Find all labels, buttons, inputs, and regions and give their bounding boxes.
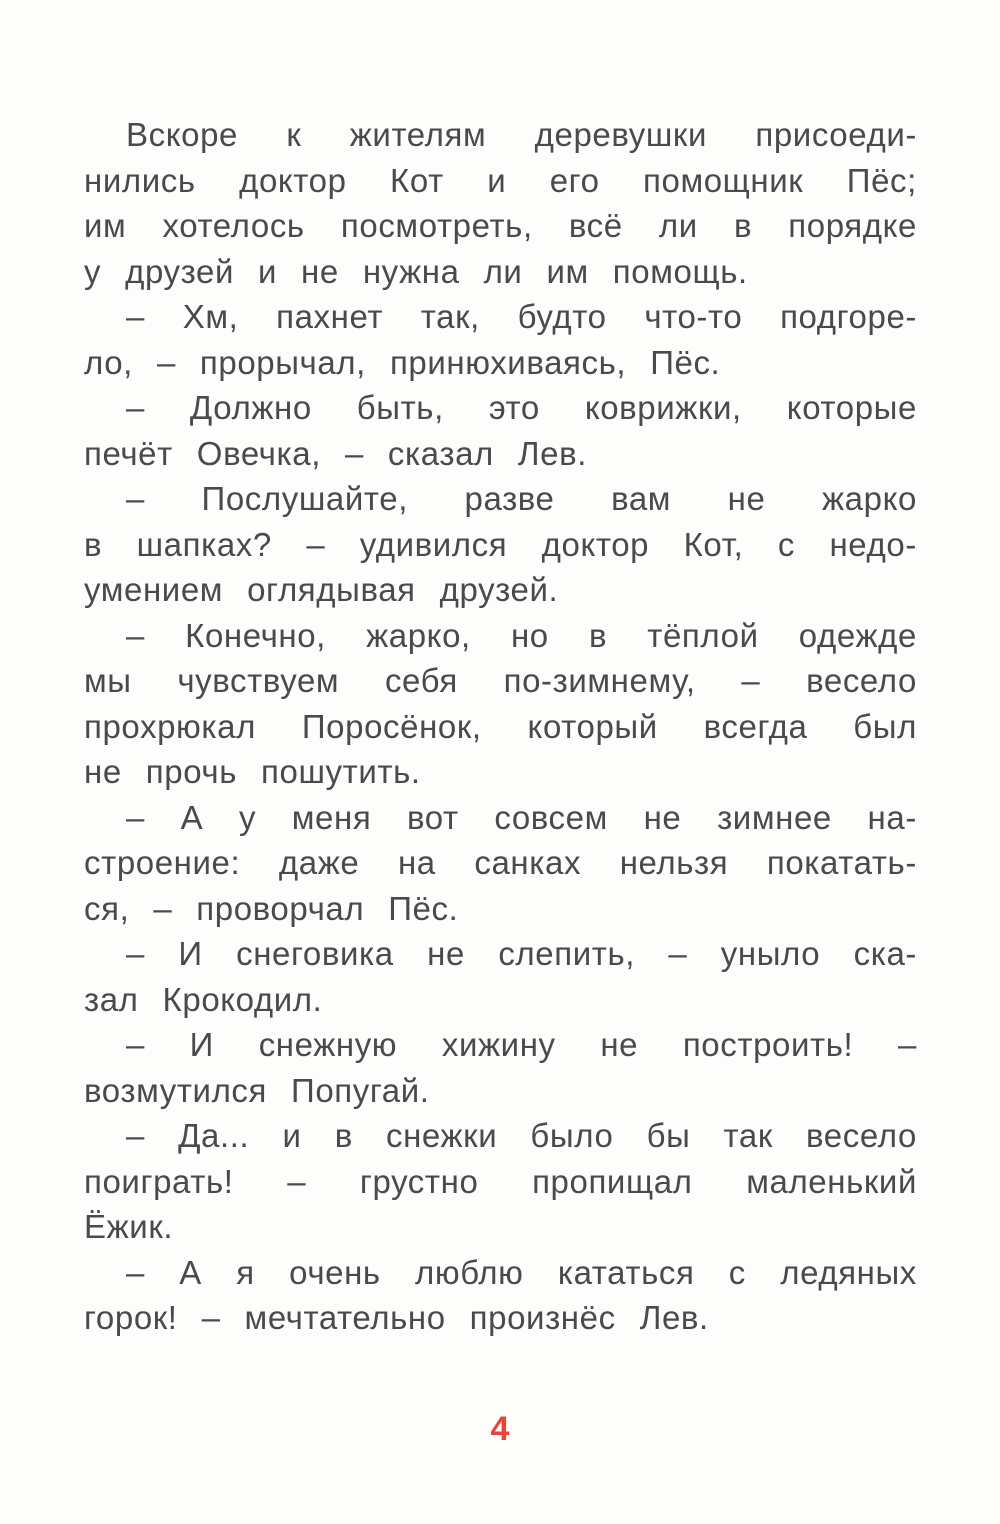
word: им — [546, 252, 589, 290]
word: снежки — [385, 1117, 498, 1154]
word: А — [180, 798, 204, 836]
word: – — [897, 1026, 917, 1063]
word: на — [397, 844, 436, 881]
word: в — [334, 1117, 353, 1154]
text-line — [84, 704, 917, 750]
word: удивился — [359, 525, 508, 563]
word: нились — [84, 161, 196, 199]
word: с — [728, 1253, 746, 1291]
word: санках — [474, 844, 582, 881]
word: пахнет — [276, 298, 384, 335]
word: маленький — [746, 1162, 917, 1200]
text-line — [84, 522, 917, 568]
word: ледяных — [780, 1253, 917, 1291]
word: кататься — [557, 1253, 695, 1291]
word: хижину — [441, 1026, 556, 1063]
word: жителям — [349, 116, 487, 153]
word: присоеди- — [755, 116, 917, 153]
word: Конечно, — [185, 616, 326, 654]
word: Лев. — [517, 434, 588, 472]
word: поиграть! — [84, 1162, 234, 1200]
word: деревушки — [534, 116, 708, 153]
text-line — [84, 1250, 917, 1296]
word: пропищал — [532, 1162, 693, 1200]
word: прохрюкал — [84, 707, 256, 745]
word: доктор — [541, 525, 650, 563]
word: снежную — [258, 1026, 398, 1063]
word: печёт — [84, 434, 173, 472]
word: Да... — [178, 1117, 250, 1154]
word: сказал — [387, 434, 494, 472]
word: не — [643, 798, 682, 836]
word: – — [126, 1253, 145, 1291]
text-line — [84, 749, 917, 795]
word: – — [668, 935, 688, 972]
word: им — [84, 207, 127, 244]
word: хотелось — [162, 207, 305, 244]
word: нельзя — [619, 844, 729, 881]
word: построить! — [682, 1026, 854, 1063]
word: пошутить. — [261, 753, 421, 790]
word: себя — [384, 662, 458, 699]
word: грустно — [359, 1162, 479, 1200]
word: снеговика — [236, 935, 394, 972]
word: нужна — [362, 252, 460, 290]
word: мечтательно — [244, 1299, 446, 1336]
word: весело — [806, 1117, 917, 1154]
word: – — [126, 480, 145, 517]
text-line — [84, 658, 917, 704]
word: помощь. — [612, 252, 748, 290]
word: мы — [84, 662, 132, 699]
word: будто — [517, 298, 607, 335]
word: и — [258, 252, 278, 290]
word: что-то — [644, 298, 743, 335]
word: с — [777, 525, 796, 563]
word: подгоре- — [780, 298, 917, 335]
word: зимнее — [717, 798, 832, 836]
word: ся, — [84, 889, 130, 927]
word: и — [282, 1117, 302, 1154]
word: одежде — [798, 616, 917, 654]
word: Поросёнок, — [301, 707, 482, 745]
word: прочь — [145, 753, 238, 790]
word: бы — [646, 1117, 691, 1154]
word: – — [344, 434, 364, 472]
word: жарко — [822, 480, 917, 517]
word: Крокодил. — [162, 980, 323, 1018]
word: недо- — [829, 525, 917, 563]
word: но — [510, 616, 549, 654]
text-line — [84, 385, 917, 431]
word: так, — [420, 298, 480, 335]
word: Хм, — [182, 298, 239, 335]
word: у — [84, 252, 102, 290]
text-line — [84, 249, 917, 295]
word: не — [301, 252, 339, 290]
word: помощник — [643, 161, 804, 199]
word: – — [201, 1299, 221, 1336]
word: – — [153, 889, 173, 927]
word: коврижки, — [584, 389, 742, 426]
word: И — [178, 935, 203, 972]
word: уныло — [720, 935, 821, 972]
text-line — [84, 340, 917, 386]
text-line — [84, 1204, 917, 1250]
text-line — [84, 840, 917, 886]
word: совсем — [494, 798, 608, 836]
word: – — [126, 935, 145, 972]
word: был — [853, 707, 917, 745]
word: зал — [84, 980, 139, 1018]
word: умением — [84, 571, 224, 608]
word: – — [126, 798, 145, 836]
word: его — [549, 161, 600, 199]
word: люблю — [415, 1253, 524, 1291]
text-line — [84, 203, 917, 249]
word: который — [527, 707, 658, 745]
word: в — [84, 525, 103, 563]
word: на- — [867, 798, 917, 836]
text-line — [84, 431, 917, 477]
word: по-зимнему, — [503, 662, 696, 699]
word: принюхиваясь, — [389, 343, 627, 381]
word: оглядывая — [247, 571, 416, 608]
word: чувствуем — [177, 662, 340, 699]
word: не — [600, 1026, 639, 1063]
story-text — [84, 112, 917, 1341]
word: которые — [786, 389, 917, 426]
word: горок! — [84, 1299, 178, 1336]
word: – — [741, 662, 761, 699]
word: – — [126, 1117, 145, 1154]
word: шапках? — [136, 525, 272, 563]
text-line — [84, 977, 917, 1023]
word: посмотреть, — [340, 207, 533, 244]
word: произнёс — [469, 1299, 616, 1336]
word: – — [156, 343, 176, 381]
word: Кот — [390, 161, 444, 199]
word: – — [287, 1162, 307, 1200]
word: меня — [291, 798, 372, 836]
text-line — [84, 1022, 917, 1068]
word: доктор — [239, 161, 347, 199]
word: было — [530, 1117, 614, 1154]
text-line — [84, 476, 917, 522]
text-line — [84, 1295, 917, 1341]
word: и — [487, 161, 507, 199]
word: Кот, — [683, 525, 744, 563]
word: вам — [611, 480, 672, 517]
word: Овечка, — [196, 434, 321, 472]
word: в — [588, 616, 608, 654]
word: прорычал, — [199, 343, 366, 381]
word: ло, — [84, 343, 133, 381]
word: ли — [483, 252, 523, 290]
word: жарко, — [366, 616, 471, 654]
word: так — [723, 1117, 773, 1154]
word: покатать- — [766, 844, 917, 881]
word: ли — [658, 207, 698, 244]
word: очень — [289, 1253, 381, 1291]
word: слепить, — [498, 935, 635, 972]
word: не — [84, 753, 122, 790]
text-line — [84, 1068, 917, 1114]
word: это — [488, 389, 540, 426]
word: И — [189, 1026, 214, 1063]
text-line — [84, 613, 917, 659]
text-line — [84, 795, 917, 841]
word: – — [126, 298, 145, 335]
word: – — [126, 616, 145, 654]
word: разве — [464, 480, 555, 517]
word: – — [126, 1026, 145, 1063]
text-line — [84, 294, 917, 340]
word: – — [306, 525, 326, 563]
word: я — [236, 1253, 255, 1291]
word: тёплой — [647, 616, 759, 654]
page-number: 4 — [490, 1410, 510, 1448]
word: друзей — [125, 252, 234, 290]
word: у — [238, 798, 257, 836]
word: к — [286, 116, 302, 153]
word: строение: — [84, 844, 241, 881]
word: весело — [806, 662, 917, 699]
word: Ёжик. — [84, 1208, 174, 1245]
word: всё — [568, 207, 623, 244]
word: вот — [406, 798, 459, 836]
word: быть, — [356, 389, 444, 426]
word: даже — [278, 844, 360, 881]
word: в — [733, 207, 753, 244]
word: А — [179, 1253, 202, 1291]
text-line — [84, 112, 917, 158]
text-line — [84, 158, 917, 204]
word: Пёс. — [650, 343, 721, 381]
text-line — [84, 1159, 917, 1205]
word: Попугай. — [291, 1071, 430, 1109]
word: – — [126, 389, 145, 426]
word: друзей. — [439, 571, 559, 608]
word: Пёс. — [388, 889, 459, 927]
word: всегда — [703, 707, 808, 745]
text-line — [84, 886, 917, 932]
text-line — [84, 567, 917, 613]
word: Лев. — [639, 1299, 709, 1336]
word: не — [727, 480, 766, 517]
word: порядке — [788, 207, 917, 244]
text-line — [84, 931, 917, 977]
word: Вскоре — [126, 116, 238, 153]
word: проворчал — [196, 889, 365, 927]
word: возмутился — [84, 1071, 268, 1109]
word: Должно — [189, 389, 312, 426]
word: ска- — [853, 935, 917, 972]
word: не — [427, 935, 465, 972]
word: Послушайте, — [201, 480, 408, 517]
word: Пёс; — [846, 161, 917, 199]
text-line — [84, 1113, 917, 1159]
